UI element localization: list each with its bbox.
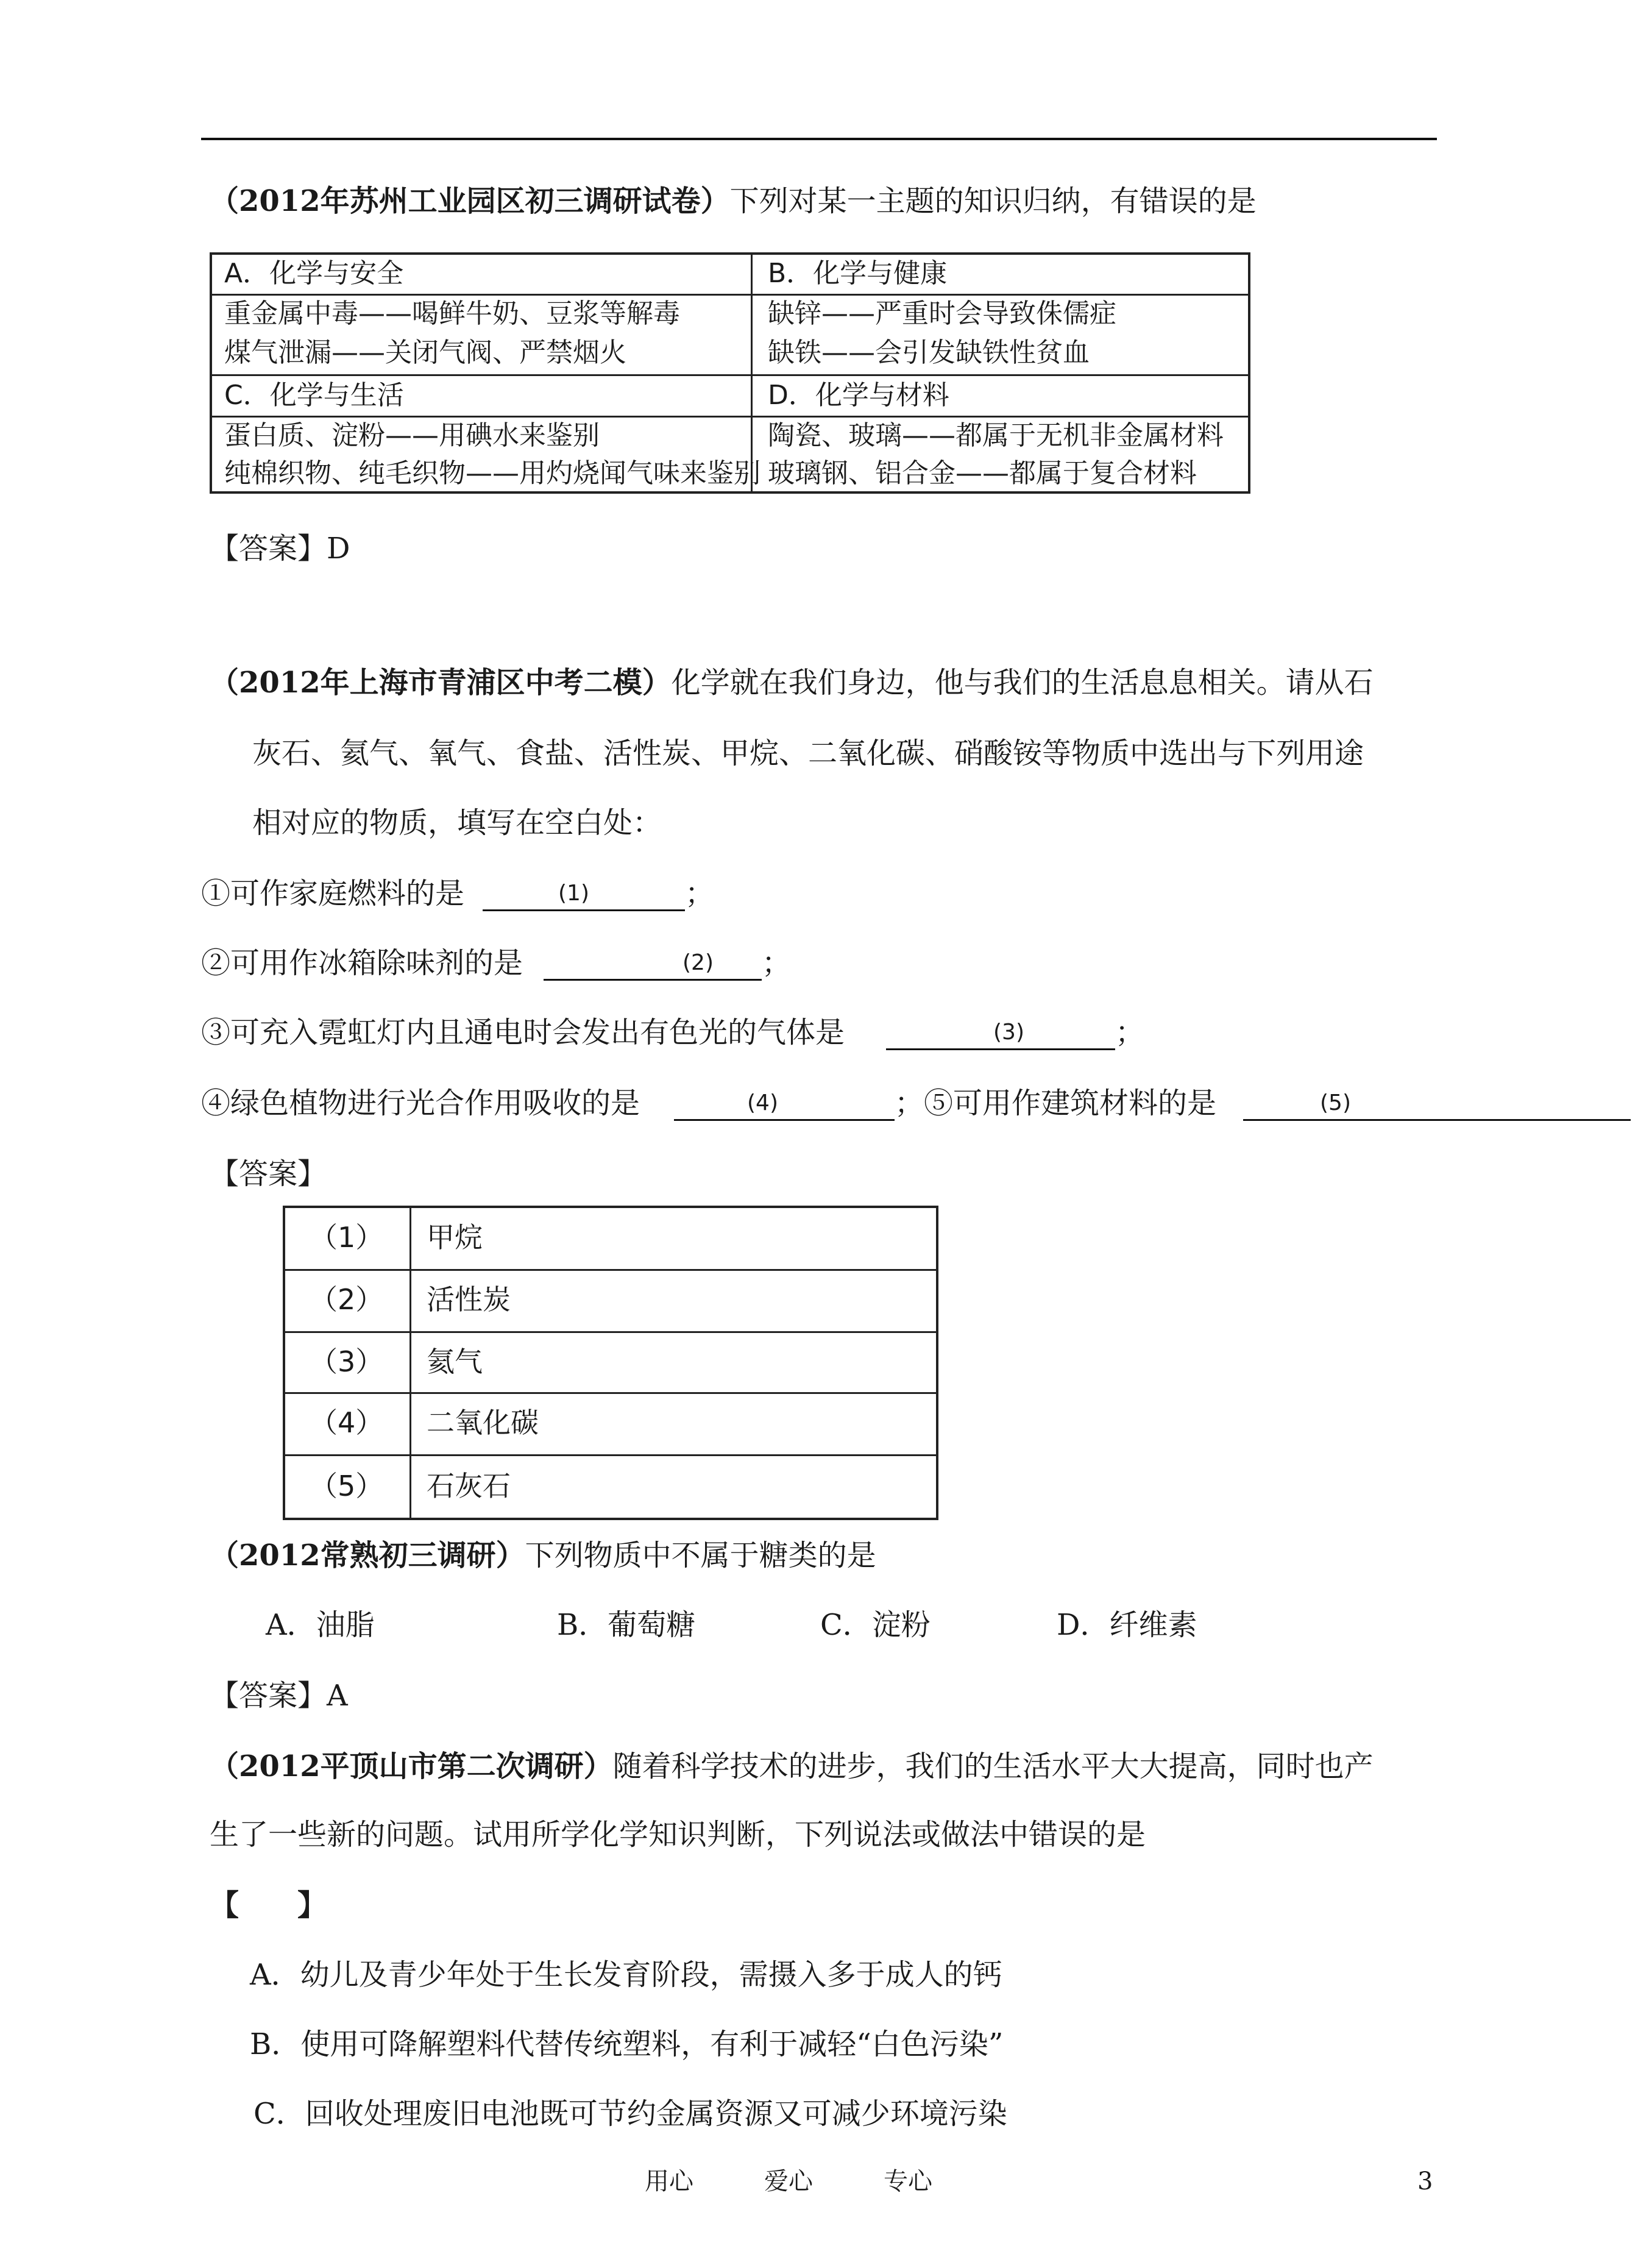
answer-row-1-num: （1） xyxy=(310,1221,384,1254)
question-3-text: 下列物质中不属于糖类的是 xyxy=(525,1538,876,1573)
question-1-source: （2012年苏州工业园区初三调研试卷） xyxy=(210,184,730,218)
question-2-item2: ②可用作冰箱除味剂的是 xyxy=(201,946,523,980)
table-cell-a-line2: 煤气泄漏——关闭气阀、严禁烟火 xyxy=(224,337,626,368)
table-cell-a-title: A．化学与安全 xyxy=(224,258,404,289)
question-2-item5: ；⑤可用作建筑材料的是 xyxy=(895,1086,1217,1120)
question-4-option-c: C．回收处理废旧电池既可节约金属资源又可减少环境污染 xyxy=(254,2097,1007,2131)
question-3-option-d: D．纤维素 xyxy=(1057,1608,1197,1642)
table-cell-a-line1: 重金属中毒——喝鲜牛奶、豆浆等解毒 xyxy=(224,298,680,329)
question-2-line2: 灰石、氦气、氧气、食盐、活性炭、甲烷、二氧化碳、硝酸铵等物质中选出与下列用途 xyxy=(252,736,1364,770)
answer-blank-3-label: (3) xyxy=(993,1020,1024,1045)
question-1-table xyxy=(210,252,1250,494)
answer-row-5-num: （5） xyxy=(310,1470,384,1502)
question-1-answer: 【答案】D xyxy=(210,531,350,566)
question-4-source: （2012平顶山市第二次调研） xyxy=(210,1749,613,1783)
question-2-line3: 相对应的物质，填写在空白处： xyxy=(252,806,662,840)
answer-row-3-value: 氦气 xyxy=(427,1345,483,1378)
question-2-answer-table xyxy=(283,1206,938,1520)
question-3 xyxy=(210,1537,876,1574)
answer-blank-5-label: (5) xyxy=(1320,1090,1351,1115)
footer-word-1: 用心 xyxy=(645,2167,693,2195)
answer-blank-4-label: (4) xyxy=(747,1090,778,1115)
question-3-option-c: C．淀粉 xyxy=(820,1608,931,1642)
table-divider xyxy=(285,1454,936,1456)
answer-blank-1-label: (1) xyxy=(558,881,589,906)
answer-blank-2-label: (2) xyxy=(682,950,714,975)
question-4-bracket: 【 】 xyxy=(210,1888,327,1922)
answer-row-3-num: （3） xyxy=(310,1345,384,1378)
answer-row-5-value: 石灰石 xyxy=(427,1470,511,1502)
table-cell-c-line2: 纯棉织物、纯毛织物——用灼烧闻气味来鉴别 xyxy=(224,458,760,489)
question-1-text: 下列对某一主题的知识归纳，有错误的是 xyxy=(729,184,1257,218)
question-2-item3: ③可充入霓虹灯内且通电时会发出有色光的气体是 xyxy=(201,1015,845,1050)
table-cell-b-line1: 缺锌——严重时会导致侏儒症 xyxy=(768,298,1116,329)
question-3-answer: 【答案】A xyxy=(210,1679,348,1713)
question-1 xyxy=(210,183,1257,219)
table-divider xyxy=(285,1392,936,1394)
question-2-line1 xyxy=(210,664,1374,701)
question-3-option-b: B．葡萄糖 xyxy=(557,1608,696,1642)
question-2-text1: 化学就在我们身边，他与我们的生活息息相关。请从石 xyxy=(671,666,1374,700)
answer-blank-2[interactable] xyxy=(544,979,762,981)
table-cell-b-title: B．化学与健康 xyxy=(768,258,948,289)
answer-blank-5[interactable] xyxy=(1243,1119,1631,1121)
question-3-option-a: A．油脂 xyxy=(266,1608,375,1642)
question-4-option-b: B．使用可降解塑料代替传统塑料，有利于减轻“白色污染” xyxy=(250,2027,1004,2061)
answer-row-4-value: 二氧化碳 xyxy=(427,1406,539,1439)
table-cell-d-line2: 玻璃钢、铝合金——都属于复合材料 xyxy=(768,458,1197,489)
answer-row-4-num: （4） xyxy=(310,1406,384,1439)
table-divider xyxy=(285,1269,936,1271)
table-cell-d-title: D．化学与材料 xyxy=(768,380,949,411)
header-rule xyxy=(201,138,1437,140)
answer-blank-4[interactable] xyxy=(674,1119,895,1121)
question-4-text1: 随着科学技术的进步，我们的生活水平大大提高，同时也产 xyxy=(612,1749,1374,1783)
question-2-item3-end: ； xyxy=(1115,1015,1145,1050)
page-number: 3 xyxy=(1417,2167,1433,2195)
table-cell-c-title: C．化学与生活 xyxy=(224,380,404,411)
answer-row-2-value: 活性炭 xyxy=(427,1283,511,1316)
footer-word-3: 专心 xyxy=(884,2167,932,2195)
question-4-line2: 生了一些新的问题。试用所学化学知识判断，下列说法或做法中错误的是 xyxy=(210,1818,1146,1852)
table-cell-c-line1: 蛋白质、淀粉——用碘水来鉴别 xyxy=(224,420,600,451)
question-2-item1-end: ； xyxy=(685,876,715,911)
question-2-item2-end: ； xyxy=(762,946,792,980)
question-4-option-a: A．幼儿及青少年处于生长发育阶段，需摄入多于成人的钙 xyxy=(250,1958,1002,1992)
table-divider xyxy=(285,1331,936,1333)
answer-blank-1[interactable] xyxy=(483,909,685,911)
question-2-source: （2012年上海市青浦区中考二模） xyxy=(210,666,672,700)
question-4-line1 xyxy=(210,1748,1374,1785)
table-cell-b-line2: 缺铁——会引发缺铁性贫血 xyxy=(768,337,1090,368)
question-3-source: （2012常熟初三调研） xyxy=(210,1538,525,1573)
table-divider xyxy=(410,1208,411,1518)
question-2-item1: ①可作家庭燃料的是 xyxy=(201,876,465,911)
footer-word-2: 爱心 xyxy=(764,2167,813,2195)
answer-row-2-num: （2） xyxy=(310,1283,384,1316)
answer-row-1-value: 甲烷 xyxy=(427,1221,483,1254)
answer-blank-3[interactable] xyxy=(886,1048,1115,1050)
question-2-answer: 【答案】 xyxy=(210,1157,327,1191)
question-2-item4: ④绿色植物进行光合作用吸收的是 xyxy=(201,1086,640,1120)
table-cell-d-line1: 陶瓷、玻璃——都属于无机非金属材料 xyxy=(768,420,1224,451)
